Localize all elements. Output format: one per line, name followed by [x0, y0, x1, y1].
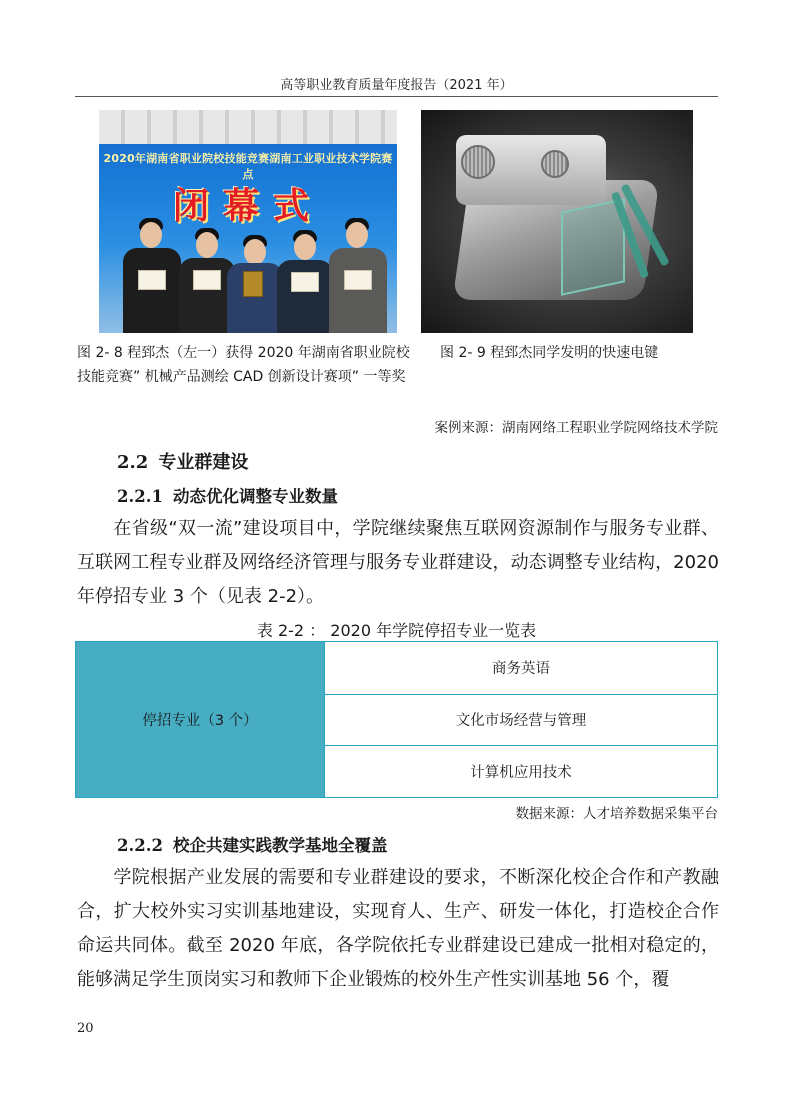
body-paragraph-1: [77, 512, 719, 614]
paragraph-text: 学院根据产业发展的需要和专业群建设的要求，不断深化校企合作和产教融合，扩大校外实习实训基地建设，实现育人、生产、研发一体化，打造校企合作命运共同体。截至 2020 年底，各学院依托专业群建设已建成一批相对稳定的，能够满足学生顶岗实习和教师下企业锻炼的校外生产性实训基地 56 个，覆: [77, 867, 719, 990]
stage-banner-text: 2020年湖南省职业院校技能竞赛湖南工业职业技术学院赛点: [103, 152, 393, 181]
subsection-title: 动态优化调整专业数量: [172, 487, 338, 506]
figure-caption-2-8: 图 2- 8 程郅杰（左一）获得 2020 年湖南省职业院校技能竞赛” 机械产品测绘 CAD 创新设计赛项” 一等奖: [77, 345, 410, 385]
subsection-number: 2.2.2: [117, 836, 163, 855]
table-data-source: 数据来源：人才培养数据采集平台: [515, 806, 718, 822]
subsection-heading-2: [117, 832, 387, 856]
ceiling-lights: [99, 110, 397, 144]
table-row: 文化市场经营与管理: [324, 694, 717, 746]
body-paragraph-2: [77, 861, 719, 997]
subsection-number: 2.2.1: [117, 487, 163, 506]
table-row: 计算机应用技术: [324, 745, 717, 797]
green-plate: [561, 198, 625, 296]
section-heading: [117, 448, 248, 474]
device-knob-right: [541, 150, 569, 178]
figure-caption-2-9: 图 2- 9 程郅杰同学发明的快速电键: [440, 345, 659, 361]
subsection-heading-1: [117, 483, 338, 507]
table-row: 商务英语: [324, 642, 717, 694]
section-title: 专业群建设: [158, 452, 249, 473]
paragraph-text: 在省级“双一流”建设项目中，学院继续聚焦互联网资源制作与服务专业群、互联网工程专业群及网络经济管理与服务专业群建设，动态调整专业结构，2020 年停招专业 3 个（见表 2-2）。: [77, 518, 719, 607]
table-rows: [324, 642, 717, 797]
table-title: 表 2-2 ： 2020 年学院停招专业一览表: [256, 621, 537, 640]
subsection-title: 校企共建实践教学基地全覆盖: [172, 836, 388, 855]
header-divider: [75, 96, 718, 97]
award-ceremony-photo: [99, 110, 397, 333]
section-number: 2.2: [117, 452, 149, 473]
stage-banner-title: 闭幕式: [172, 186, 323, 227]
discontinued-majors-table: [75, 641, 718, 798]
table-category-cell: 停招专业（3 个）: [76, 642, 324, 797]
case-source: 案例来源：湖南网络工程职业学院网络技术学院: [434, 420, 718, 436]
page-number: 20: [77, 1021, 94, 1036]
running-header: 高等职业教育质量年度报告（2021 年）: [280, 78, 513, 93]
device-knob-left: [461, 145, 495, 179]
telegraph-key-photo: [421, 110, 693, 333]
